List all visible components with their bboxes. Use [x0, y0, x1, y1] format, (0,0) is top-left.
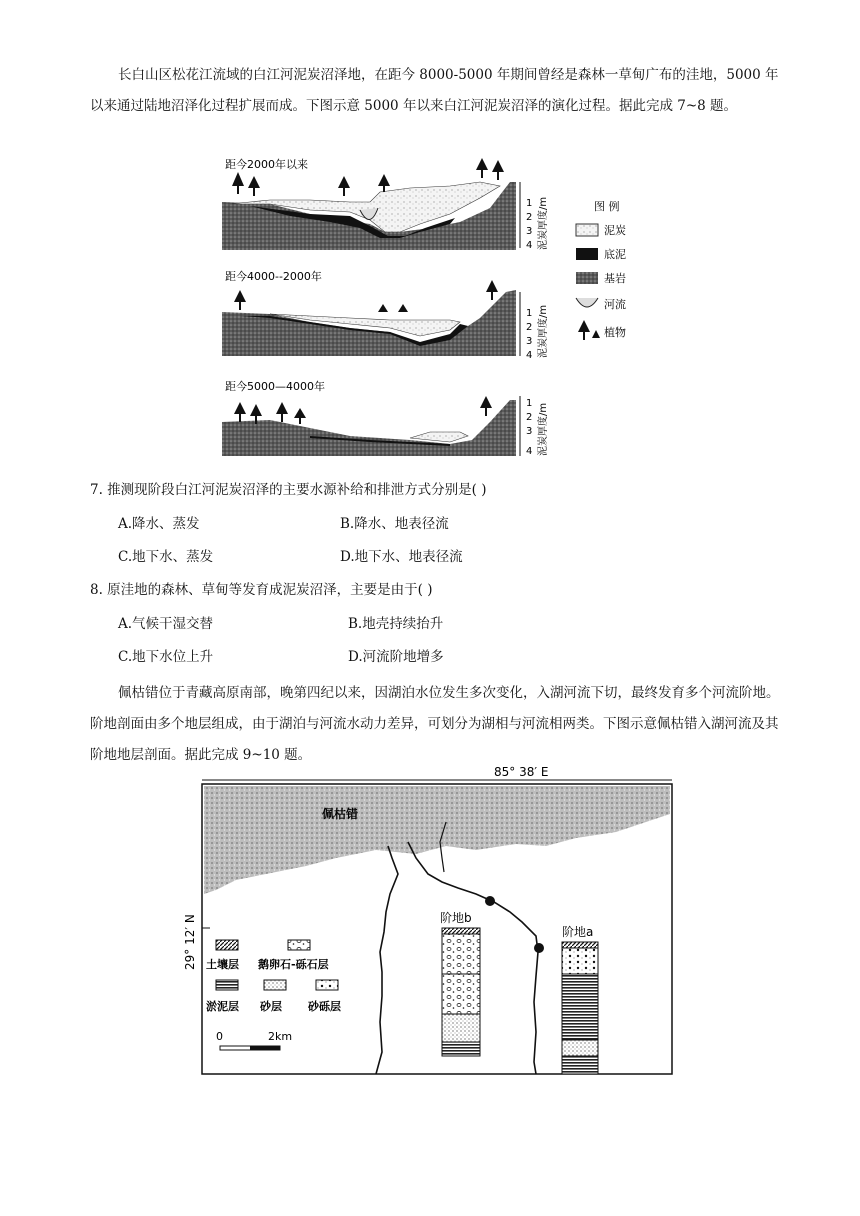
legend-rock-swatch: [576, 272, 598, 284]
q7-option-a[interactable]: A.降水、蒸发: [118, 516, 200, 532]
lake-name: 佩枯错: [322, 807, 359, 821]
panel-2-ticks: [526, 308, 532, 361]
q8-option-c[interactable]: C.地下水位上升: [118, 649, 214, 665]
panel-3-ticks: [526, 398, 532, 457]
panel-2-tick: 1: [526, 308, 533, 319]
panel-3-tick: 2: [526, 412, 533, 423]
panel-2-tick: 4: [526, 350, 533, 361]
q7-option-c[interactable]: C.地下水、蒸发: [118, 549, 214, 565]
panel-1-tick: 3: [526, 226, 533, 237]
legend-mud-swatch: [576, 248, 598, 260]
question-8-stem: 8. 原洼地的森林、草甸等发育成泥炭沼泽，主要是由于( ): [90, 582, 433, 598]
section-panel-2: [222, 269, 549, 361]
figure1-legend: [576, 199, 626, 340]
panel-3-tick: 4: [526, 446, 533, 457]
legend-title: 图 例: [594, 200, 620, 213]
terrace-a-column: [562, 942, 598, 1074]
panel-1-tick: 2: [526, 212, 533, 223]
legend-gravelsand-swatch: [316, 980, 338, 990]
terrace-a-label: 阶地a: [562, 925, 594, 939]
passage-2: 佩枯错位于青藏高原南部，晚第四纪以来，因湖泊水位发生多次变化，入湖河流下切，最终发育多个河流阶地。阶地剖面由多个地层组成，由于湖泊与河流水动力差异，可划分为湖相与河流相两类。下图示意佩枯错入湖河流及其阶地地层剖面。据此完成 9~10 题。: [90, 685, 780, 763]
passage-1: 长白山区松花江流域的白江河泥炭沼泽地，在距今 8000-5000 年期间曾经是森林一草甸广布的洼地，5000 年以来通过陆地沼泽化过程扩展而成。下图示意 5000 年以来白江河泥炭沼泽的演化过程。据此完成 7~8 题。: [90, 67, 779, 114]
legend-mud-label: 底泥: [604, 248, 626, 261]
panel-3-bedrock: [222, 400, 516, 456]
panel-1-tick: 4: [526, 240, 533, 251]
terrace-b-label: 阶地b: [440, 911, 472, 925]
panel-3-trees-icon: [234, 396, 492, 424]
q8-option-d[interactable]: D.河流阶地增多: [348, 649, 444, 665]
legend-silt-label: 淤泥层: [206, 1000, 239, 1013]
legend-plant-label: 植物: [604, 326, 626, 339]
section-panel-3: [222, 379, 549, 457]
legend-river-icon: [576, 298, 598, 307]
legend-peat-swatch: [576, 224, 598, 236]
scale-zero: 0: [216, 1030, 223, 1043]
legend-sand-swatch: [264, 980, 286, 990]
q7-option-d[interactable]: D.地下水、地表径流: [340, 549, 463, 565]
terrace-a-point: [534, 943, 544, 953]
panel-2-tick: 3: [526, 336, 533, 347]
legend-silt-swatch: [216, 980, 238, 990]
legend-rock-label: 基岩: [604, 272, 626, 285]
legend-pebble-label: 鹅卵石-砾石层: [258, 958, 329, 971]
panel-1-ticks: [526, 198, 532, 251]
legend-peat-label: 泥炭: [604, 224, 626, 237]
legend-gravelsand-label: 砂砾层: [308, 1000, 341, 1013]
legend-sand-label: 砂层: [260, 1000, 282, 1013]
panel-1-tick: 1: [526, 198, 533, 209]
figure-peat-cross-sections: [210, 152, 670, 462]
legend-pebble-swatch: [288, 940, 310, 950]
question-7-stem: 7. 推测现阶段白江河泥炭沼泽的主要水源补给和排泄方式分别是( ): [90, 482, 487, 498]
panel-2-tick: 2: [526, 322, 533, 333]
longitude-label: 85° 38′ E: [494, 765, 549, 779]
panel-2-axis-label: 泥炭厚度/m: [538, 304, 549, 358]
legend-river-label: 河流: [604, 298, 626, 311]
section-panel-1: [222, 157, 549, 251]
q7-option-b[interactable]: B.降水、地表径流: [340, 516, 449, 532]
scale-distance: 2km: [268, 1030, 293, 1043]
terrace-b-column: [442, 928, 480, 1056]
q8-option-b[interactable]: B.地壳持续抬升: [348, 616, 444, 632]
panel-3-axis-label: 泥炭厚度/m: [538, 402, 549, 456]
panel-1-axis-label: 泥炭厚度/m: [538, 196, 549, 250]
terrace-b-point: [485, 896, 495, 906]
figure-lake-terrace-map: [176, 762, 686, 1082]
panel-1-title: 距今2000年以来: [225, 158, 308, 171]
panel-3-title: 距今5000—4000年: [225, 380, 325, 393]
legend-soil-label: 土壤层: [206, 958, 239, 971]
panel-3-tick: 3: [526, 426, 533, 437]
panel-2-trees-icon: [234, 280, 498, 312]
q8-option-a[interactable]: A.气候干湿交替: [118, 616, 214, 632]
panel-3-tick: 1: [526, 398, 533, 409]
legend-soil-swatch: [216, 940, 238, 950]
panel-2-title: 距今4000--2000年: [225, 270, 322, 283]
latitude-label: 29° 12′ N: [183, 914, 197, 970]
panel-3-peat: [410, 432, 468, 442]
legend-plant-icon: [578, 320, 600, 340]
